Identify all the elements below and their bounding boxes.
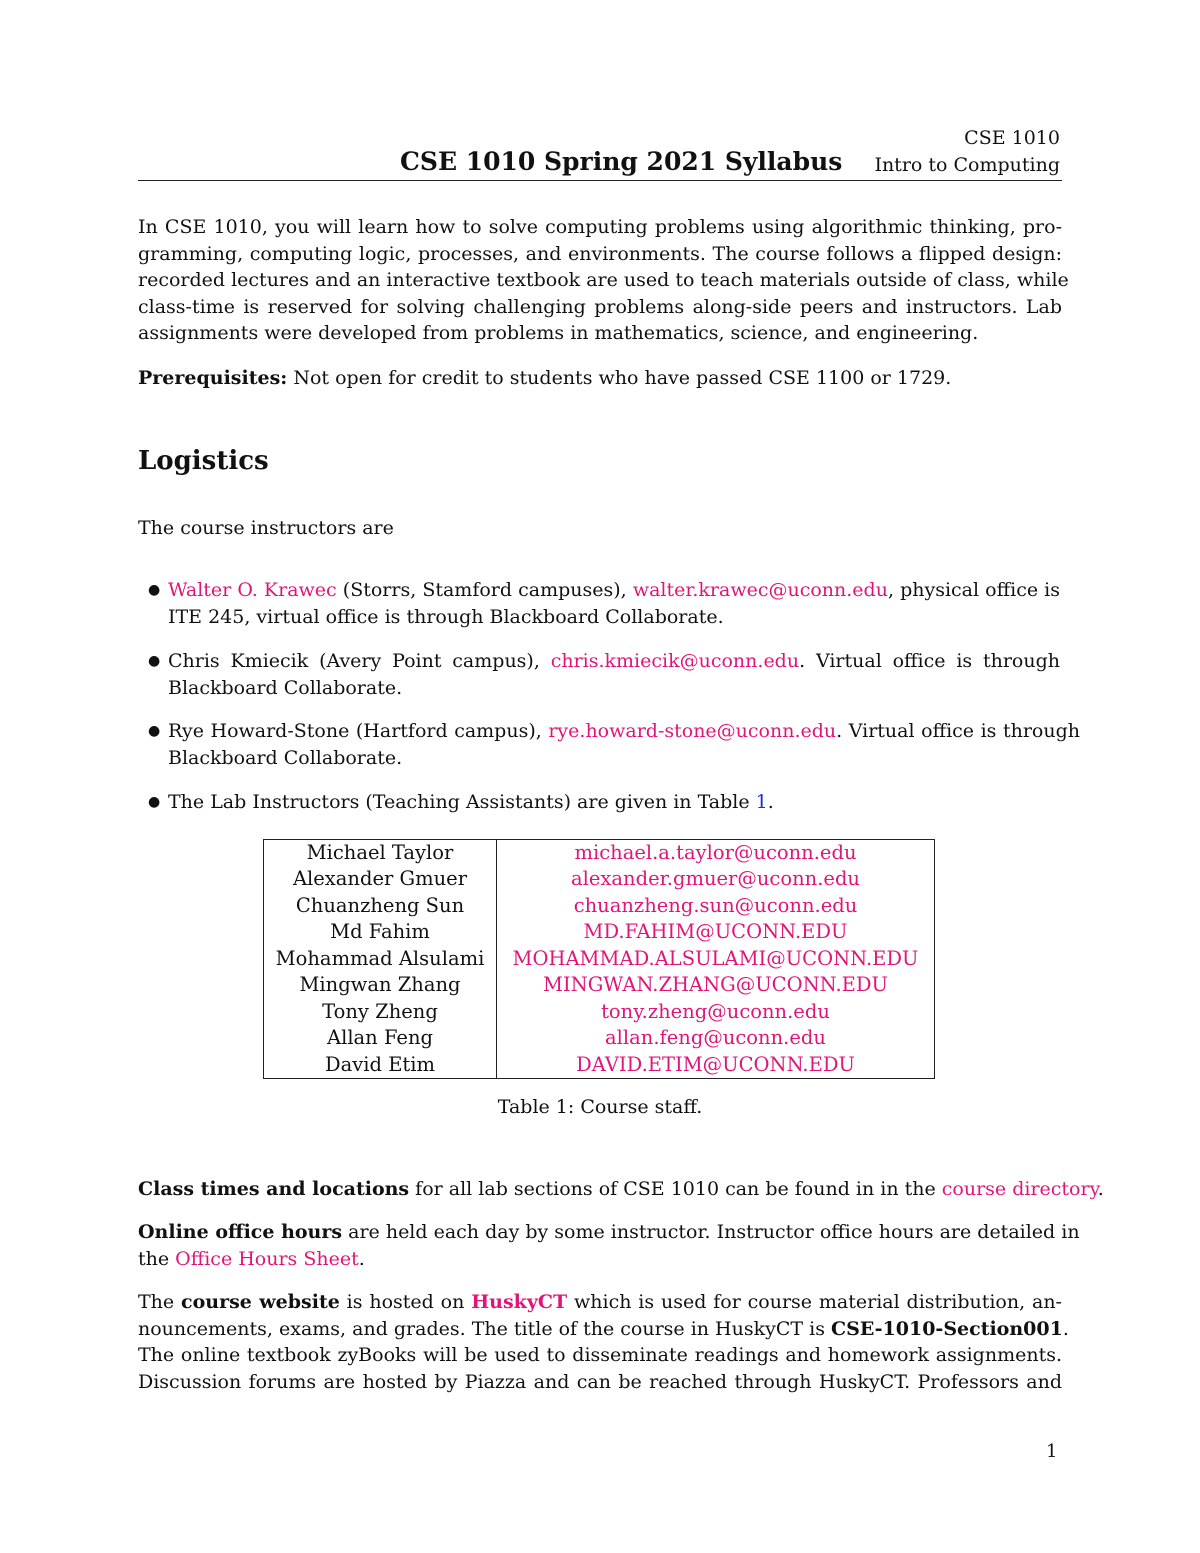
instructor-office-text: . Virtual office is through bbox=[836, 720, 1080, 742]
staff-email-link[interactable]: chuanzheng.sun@uconn.edu bbox=[573, 893, 858, 917]
instructor-name: Rye Howard-Stone (Hartford campus), bbox=[168, 720, 549, 742]
table-row bbox=[264, 972, 935, 998]
office-hours-text: are held each day by some instructor. Instructor office hours are detailed in bbox=[342, 1221, 1080, 1243]
staff-email-link[interactable]: MINGWAN.ZHANG@UCONN.EDU bbox=[543, 973, 888, 997]
website-text: . bbox=[1062, 1317, 1069, 1340]
email-link[interactable]: rye.howard-stone@uconn.edu bbox=[548, 720, 837, 742]
list-item bbox=[148, 577, 1060, 630]
class-times-label: Class times and locations bbox=[138, 1178, 410, 1200]
prerequisites-paragraph bbox=[138, 365, 1062, 392]
staff-name: Allan Feng bbox=[264, 1025, 497, 1051]
class-times-end: . bbox=[1097, 1178, 1104, 1200]
staff-email-link[interactable]: michael.a.taylor@uconn.edu bbox=[574, 841, 857, 865]
header-rule bbox=[138, 180, 1062, 181]
staff-name: Alexander Gmuer bbox=[264, 866, 497, 892]
staff-email-link[interactable]: tony.zheng@uconn.edu bbox=[601, 999, 830, 1023]
table-row bbox=[264, 893, 935, 919]
ta-intro-end: . bbox=[767, 791, 774, 813]
staff-email-link[interactable]: alexander.gmuer@uconn.edu bbox=[571, 867, 860, 891]
table-caption: Table 1: Course staff. bbox=[497, 1096, 703, 1118]
staff-table bbox=[263, 839, 935, 1079]
bullet-icon: ● bbox=[148, 582, 161, 598]
email-link[interactable]: chris.kmiecik@uconn.edu bbox=[550, 650, 800, 672]
website-text: is hosted on bbox=[339, 1291, 472, 1313]
header-course-code: CSE 1010 bbox=[964, 127, 1060, 149]
office-hours-paragraph bbox=[138, 1219, 1080, 1272]
intro-line: assignments were developed from problems in mathematics, science, and engineering. bbox=[138, 322, 979, 344]
office-hours-end: . bbox=[358, 1247, 365, 1270]
instructors-intro: The course instructors are bbox=[138, 517, 394, 539]
prerequisites-text: Not open for credit to students who have passed CSE 1100 or 1729. bbox=[287, 367, 952, 389]
staff-email-link[interactable]: DAVID.ETIM@UCONN.EDU bbox=[576, 1052, 855, 1076]
course-section-title: CSE-1010-Section001 bbox=[830, 1317, 1063, 1340]
staff-name: Chuanzheng Sun bbox=[264, 893, 497, 919]
instructor-office-text: , physical office is bbox=[887, 579, 1060, 601]
table-row bbox=[264, 919, 935, 945]
course-website-paragraph bbox=[138, 1289, 1069, 1395]
list-item bbox=[148, 718, 1080, 771]
website-text: which is used for course material distribution, an- bbox=[567, 1291, 1062, 1313]
table-row bbox=[264, 1052, 935, 1079]
bullet-icon: ● bbox=[148, 794, 161, 810]
website-text: The bbox=[138, 1291, 182, 1313]
staff-name: Mingwan Zhang bbox=[264, 972, 497, 998]
staff-name: David Etim bbox=[264, 1052, 497, 1079]
staff-email-link[interactable]: MD.FAHIM@UCONN.EDU bbox=[583, 920, 848, 944]
office-hours-label: Online office hours bbox=[138, 1221, 343, 1243]
office-hours-text: the bbox=[138, 1247, 176, 1270]
huskyct-link[interactable]: HuskyCT bbox=[471, 1291, 568, 1313]
table-row bbox=[264, 1025, 935, 1051]
table-ref-link[interactable]: 1 bbox=[755, 791, 768, 813]
instructor-office-text: Blackboard Collaborate. bbox=[168, 746, 403, 769]
instructor-name-link[interactable]: Walter O. Krawec bbox=[168, 579, 337, 601]
staff-email-link[interactable]: allan.feng@uconn.edu bbox=[605, 1026, 826, 1050]
staff-name: Md Fahim bbox=[264, 919, 497, 945]
course-directory-link[interactable]: course directory bbox=[941, 1178, 1098, 1200]
staff-name: Mohammad Alsulami bbox=[264, 946, 497, 972]
instructor-office-text: . Virtual office is through bbox=[799, 650, 1060, 672]
instructor-office-text: Blackboard Collaborate. bbox=[168, 676, 403, 699]
intro-line: gramming, computing logic, processes, and environments. The course follows a flipped design: bbox=[138, 242, 1062, 265]
table-row bbox=[264, 946, 935, 972]
intro-line: In CSE 1010, you will learn how to solve computing problems using algorithmic thinking, pro- bbox=[138, 216, 1062, 238]
ta-intro-text: The Lab Instructors (Teaching Assistants) are given in Table bbox=[168, 791, 756, 813]
intro-paragraph bbox=[138, 214, 1069, 347]
instructor-name: Chris Kmiecik (Avery Point campus), bbox=[168, 650, 551, 672]
website-text: nouncements, exams, and grades. The title of the course in HuskyCT is bbox=[138, 1317, 831, 1340]
office-hours-sheet-link[interactable]: Office Hours Sheet bbox=[175, 1247, 359, 1270]
class-times-text: for all lab sections of CSE 1010 can be found in in the bbox=[409, 1178, 942, 1200]
intro-line: recorded lectures and an interactive textbook are used to teach materials outside of class, while bbox=[138, 269, 1069, 291]
table-row bbox=[264, 866, 935, 892]
header-subtitle: Intro to Computing bbox=[874, 154, 1060, 176]
website-text: The online textbook zyBooks will be used to disseminate readings and homework assignments. bbox=[138, 1344, 1062, 1366]
website-text: Discussion forums are hosted by Piazza and can be reached through HuskyCT. Professors and bbox=[138, 1370, 1062, 1393]
staff-name: Michael Taylor bbox=[264, 840, 497, 867]
email-link[interactable]: walter.krawec@uconn.edu bbox=[632, 579, 888, 601]
instructor-campus: (Storrs, Stamford campuses), bbox=[336, 579, 633, 601]
intro-line: class-time is reserved for solving challenging problems along-side peers and instructors. Lab bbox=[138, 295, 1062, 318]
section-heading-logistics: Logistics bbox=[138, 446, 269, 476]
page-number: 1 bbox=[1046, 1441, 1058, 1462]
table-row bbox=[264, 999, 935, 1025]
prerequisites-label: Prerequisites: bbox=[138, 367, 288, 389]
instructor-office-text: ITE 245, virtual office is through Blackboard Collaborate. bbox=[168, 605, 724, 628]
staff-name: Tony Zheng bbox=[264, 999, 497, 1025]
bullet-icon: ● bbox=[148, 653, 161, 669]
page-title: CSE 1010 Spring 2021 Syllabus bbox=[400, 147, 843, 176]
list-item bbox=[148, 789, 1060, 816]
class-times-paragraph bbox=[138, 1176, 1104, 1203]
bullet-icon: ● bbox=[148, 723, 161, 739]
table-row bbox=[264, 840, 935, 867]
course-website-label: course website bbox=[181, 1291, 340, 1313]
list-item bbox=[148, 648, 1060, 701]
staff-email-link[interactable]: MOHAMMAD.ALSULAMI@UCONN.EDU bbox=[512, 946, 919, 970]
